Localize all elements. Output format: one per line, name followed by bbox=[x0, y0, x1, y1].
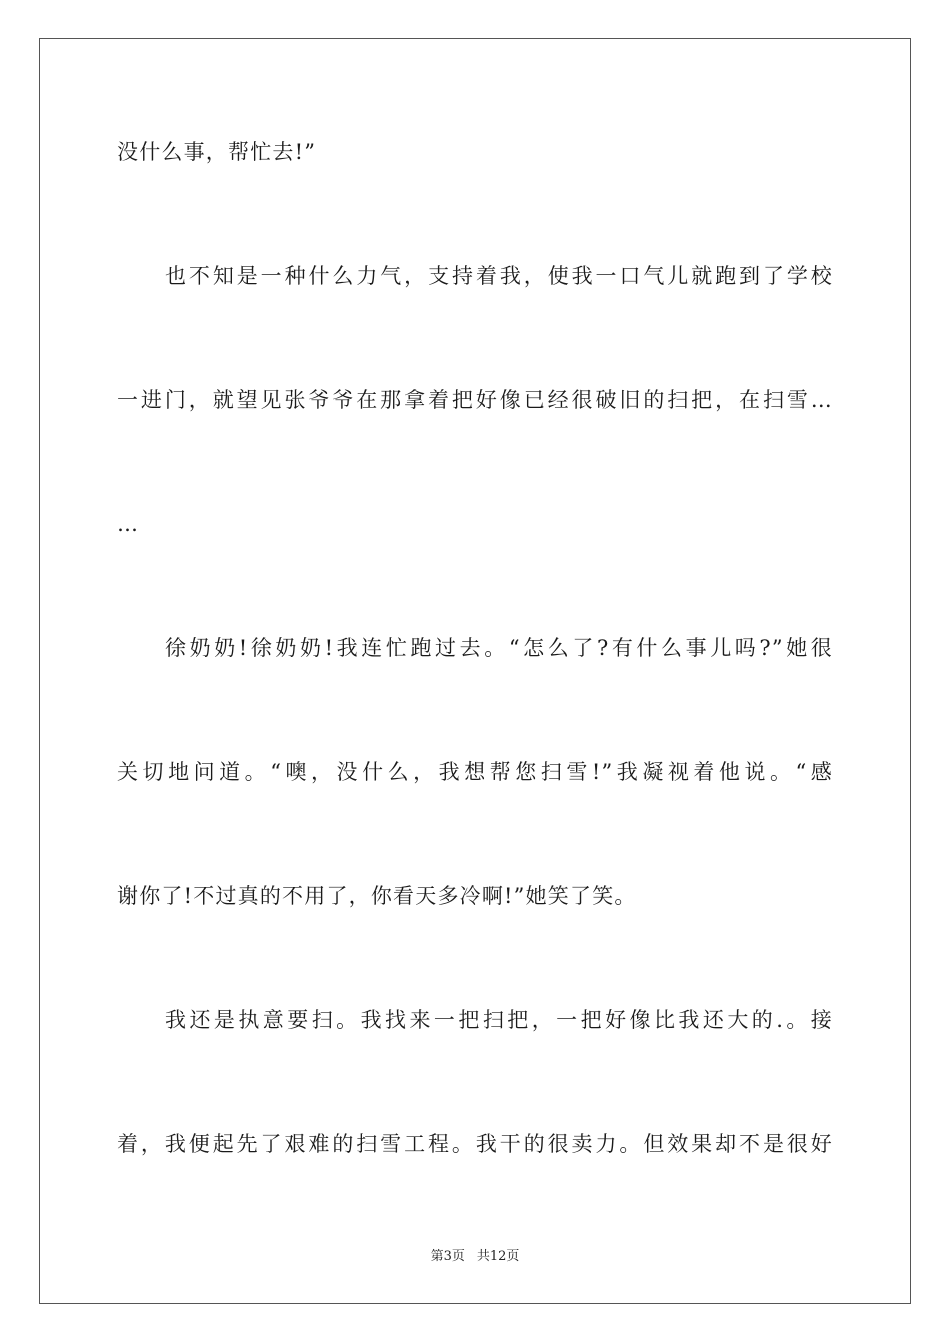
total-pages: 共12页 bbox=[476, 1249, 520, 1264]
text-line-2: 也不知是一种什么力气，支持着我，使我一口气儿就跑到了学校 bbox=[165, 264, 833, 288]
text-line-3: 一进门，就望见张爷爷在那拿着把好像已经很破旧的扫把，在扫雪… bbox=[117, 388, 833, 412]
page-number: 第3页 bbox=[430, 1249, 465, 1264]
text-line-9: 着，我便起先了艰难的扫雪工程。我干的很卖力。但效果却不是很好 bbox=[117, 1132, 833, 1156]
text-line-1: 没什么事，帮忙去!” bbox=[117, 140, 317, 164]
text-line-6: 关切地问道。“噢，没什么，我想帮您扫雪!”我凝视着他说。“感 bbox=[117, 760, 833, 784]
page-frame bbox=[39, 38, 911, 1304]
text-line-8: 我还是执意要扫。我找来一把扫把，一把好像比我还大的.。接 bbox=[165, 1008, 833, 1032]
text-line-7: 谢你了!不过真的不用了，你看天多冷啊!”她笑了笑。 bbox=[117, 884, 637, 908]
page-footer bbox=[0, 1248, 950, 1266]
text-line-5: 徐奶奶!徐奶奶!我连忙跑过去。“怎么了?有什么事儿吗?”她很 bbox=[165, 636, 833, 660]
text-line-4: … bbox=[117, 512, 140, 536]
